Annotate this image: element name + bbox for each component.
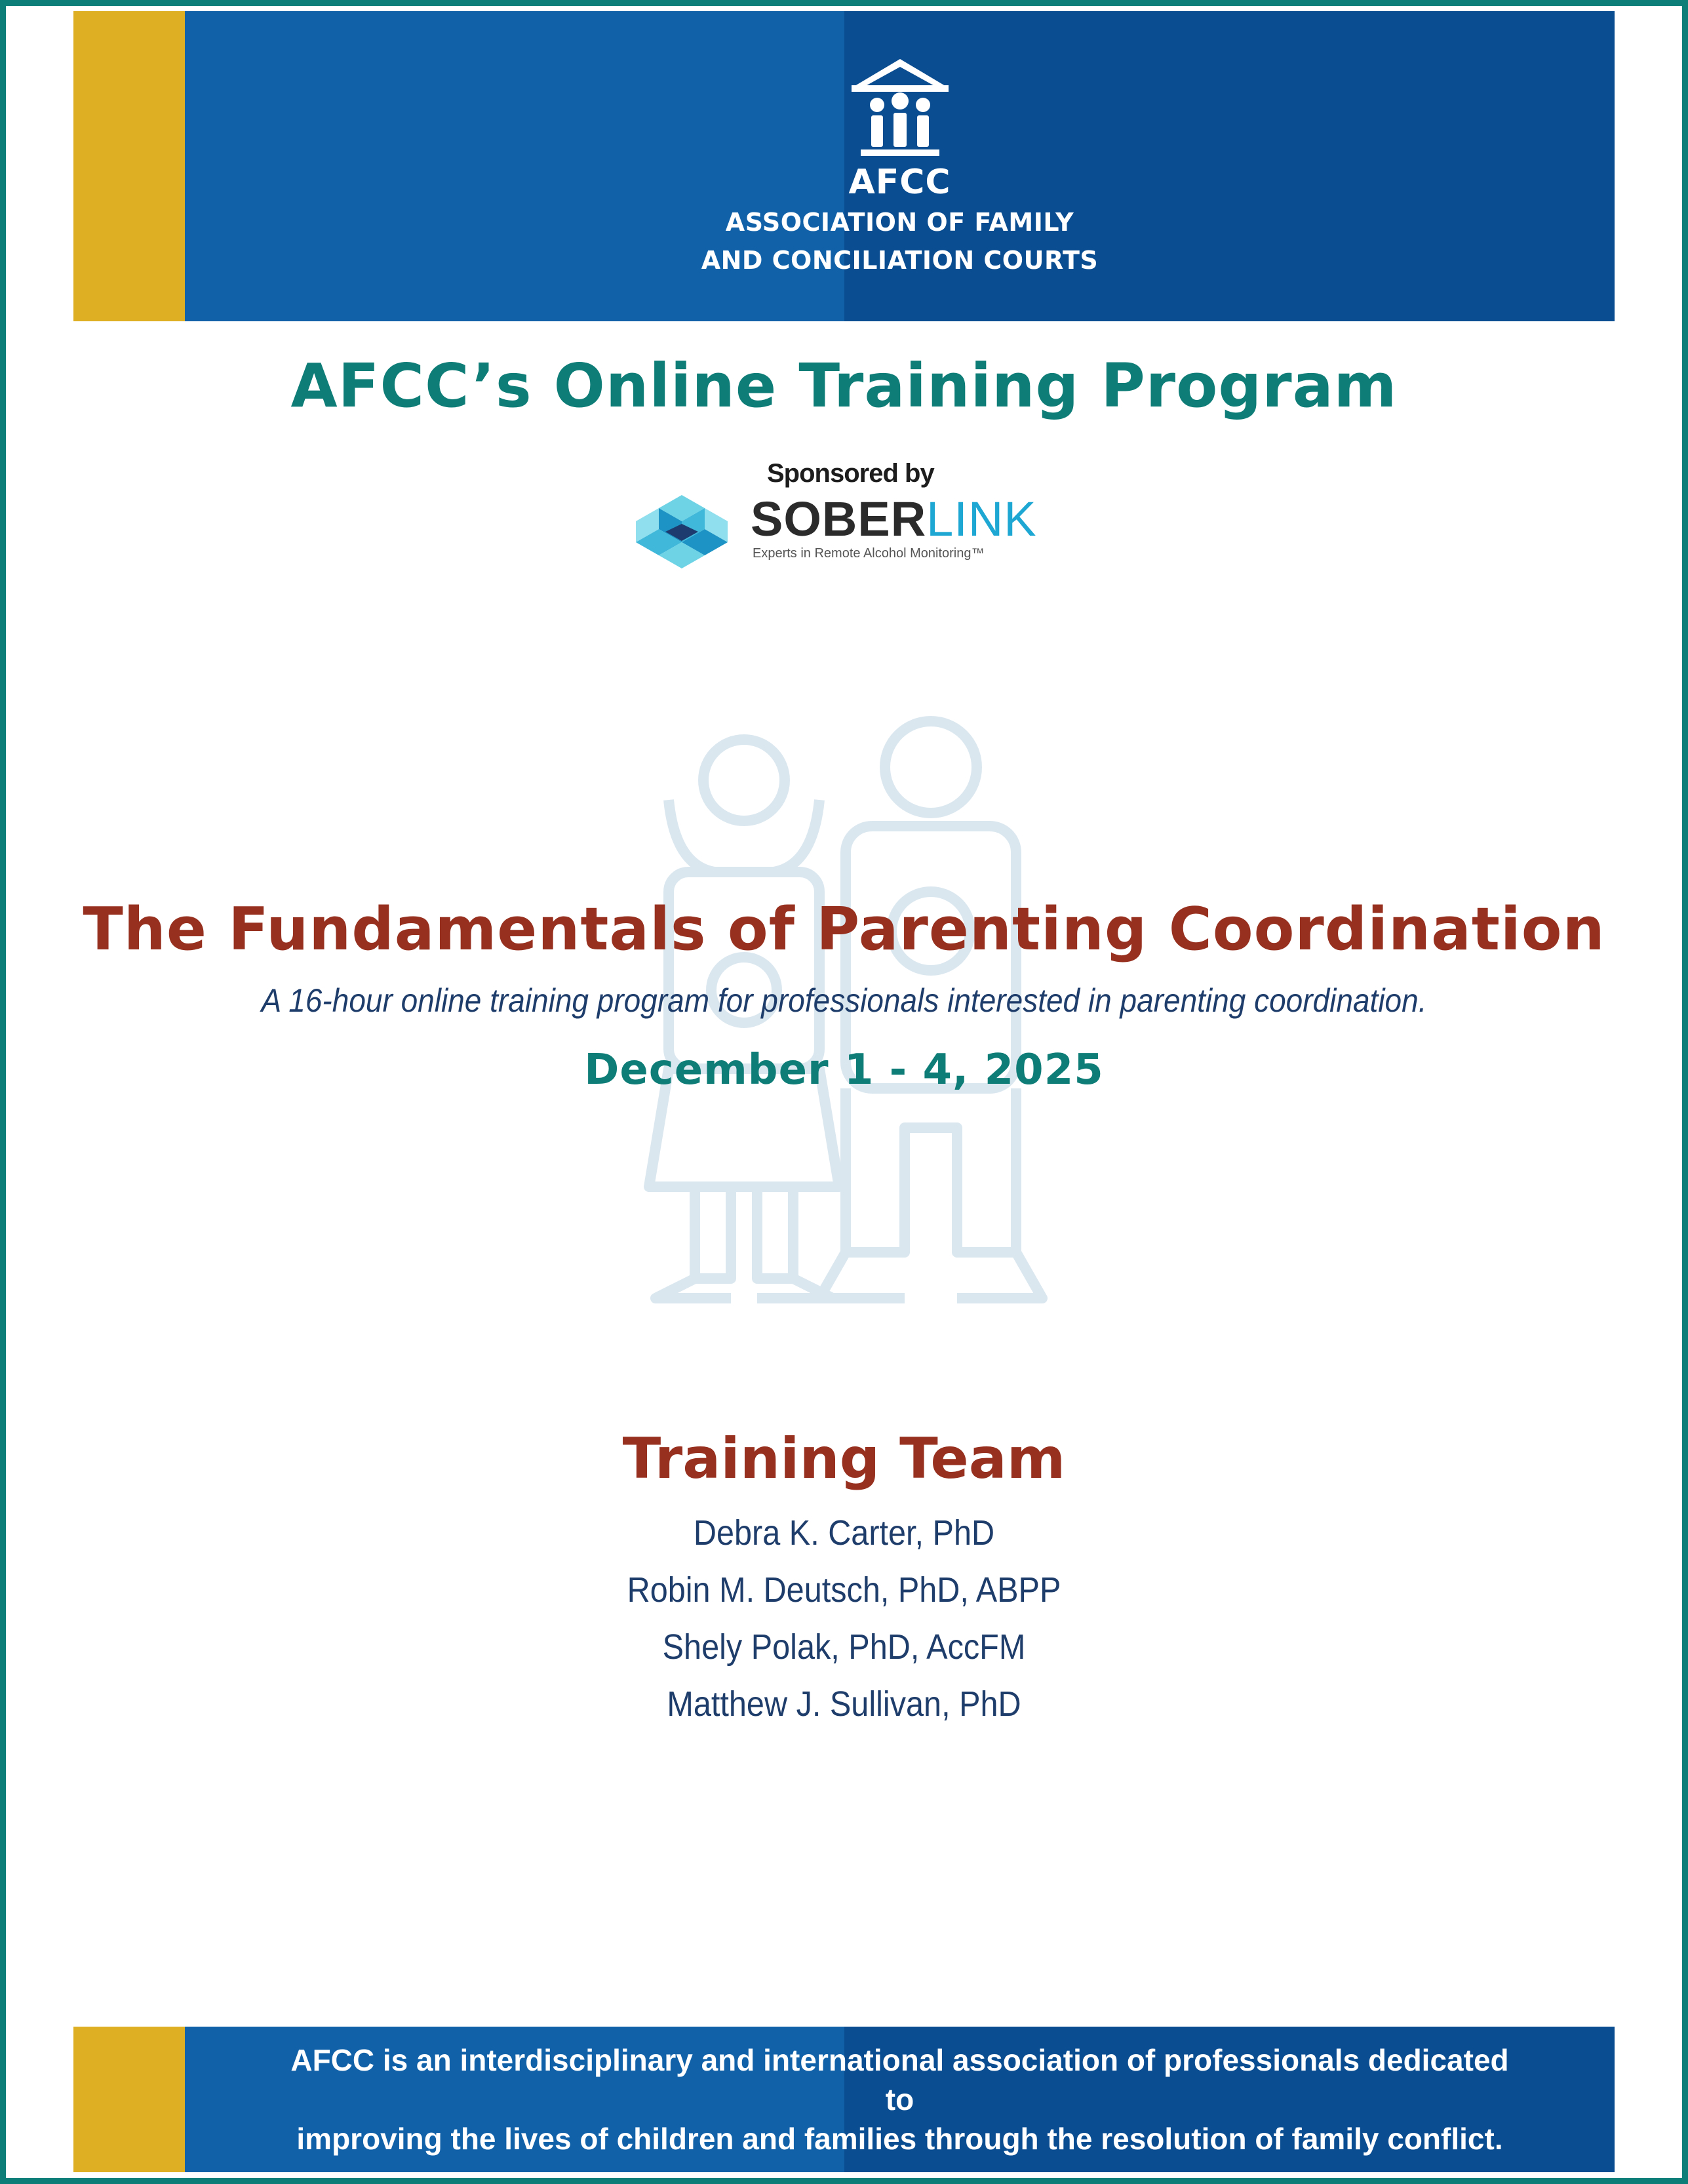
gold-stripe [73, 2027, 185, 2172]
soberlink-link: LINK [926, 492, 1037, 546]
footer-line2: improving the lives of children and families through the resolution of family conflict. [296, 2122, 1503, 2156]
program-title: AFCC’s Online Training Program [290, 351, 1398, 421]
soberlink-sober: SOBER [751, 492, 927, 546]
org-abbreviation: AFCC [848, 162, 951, 202]
team-member: Robin M. Deutsch, PhD, ABPP [627, 1570, 1061, 1610]
footer-mission-statement [277, 2040, 1523, 2158]
gold-stripe [73, 11, 185, 321]
soberlink-wordmark [751, 493, 1037, 546]
header-banner [73, 11, 1615, 321]
sponsor-block [636, 459, 1055, 570]
footer-banner [73, 2027, 1615, 2172]
training-team-list [0, 1505, 1688, 1733]
team-member: Matthew J. Sullivan, PhD [667, 1684, 1021, 1724]
courthouse-family-icon [848, 54, 952, 159]
org-name-line1: ASSOCIATION OF FAMILY [725, 207, 1074, 237]
course-dates: December 1 - 4, 2025 [584, 1046, 1104, 1094]
training-team-heading: Training Team [622, 1426, 1066, 1492]
sponsored-by-label: Sponsored by [767, 459, 934, 488]
course-title: The Fundamentals of Parenting Coordination [83, 895, 1605, 964]
org-name-line2: AND CONCILIATION COURTS [701, 245, 1099, 275]
soberlink-tagline: Experts in Remote Alcohol Monitoring™ [753, 546, 985, 561]
course-description: A 16-hour online training program for professionals interested in parenting coordination. [261, 982, 1427, 1019]
team-member: Shely Polak, PhD, AccFM [662, 1627, 1026, 1667]
team-member: Debra K. Carter, PhD [693, 1513, 995, 1553]
footer-line1: AFCC is an interdisciplinary and international association of professionals dedicated to [290, 2043, 1509, 2116]
org-name [701, 203, 1099, 279]
soberlink-cube-icon [636, 495, 728, 571]
